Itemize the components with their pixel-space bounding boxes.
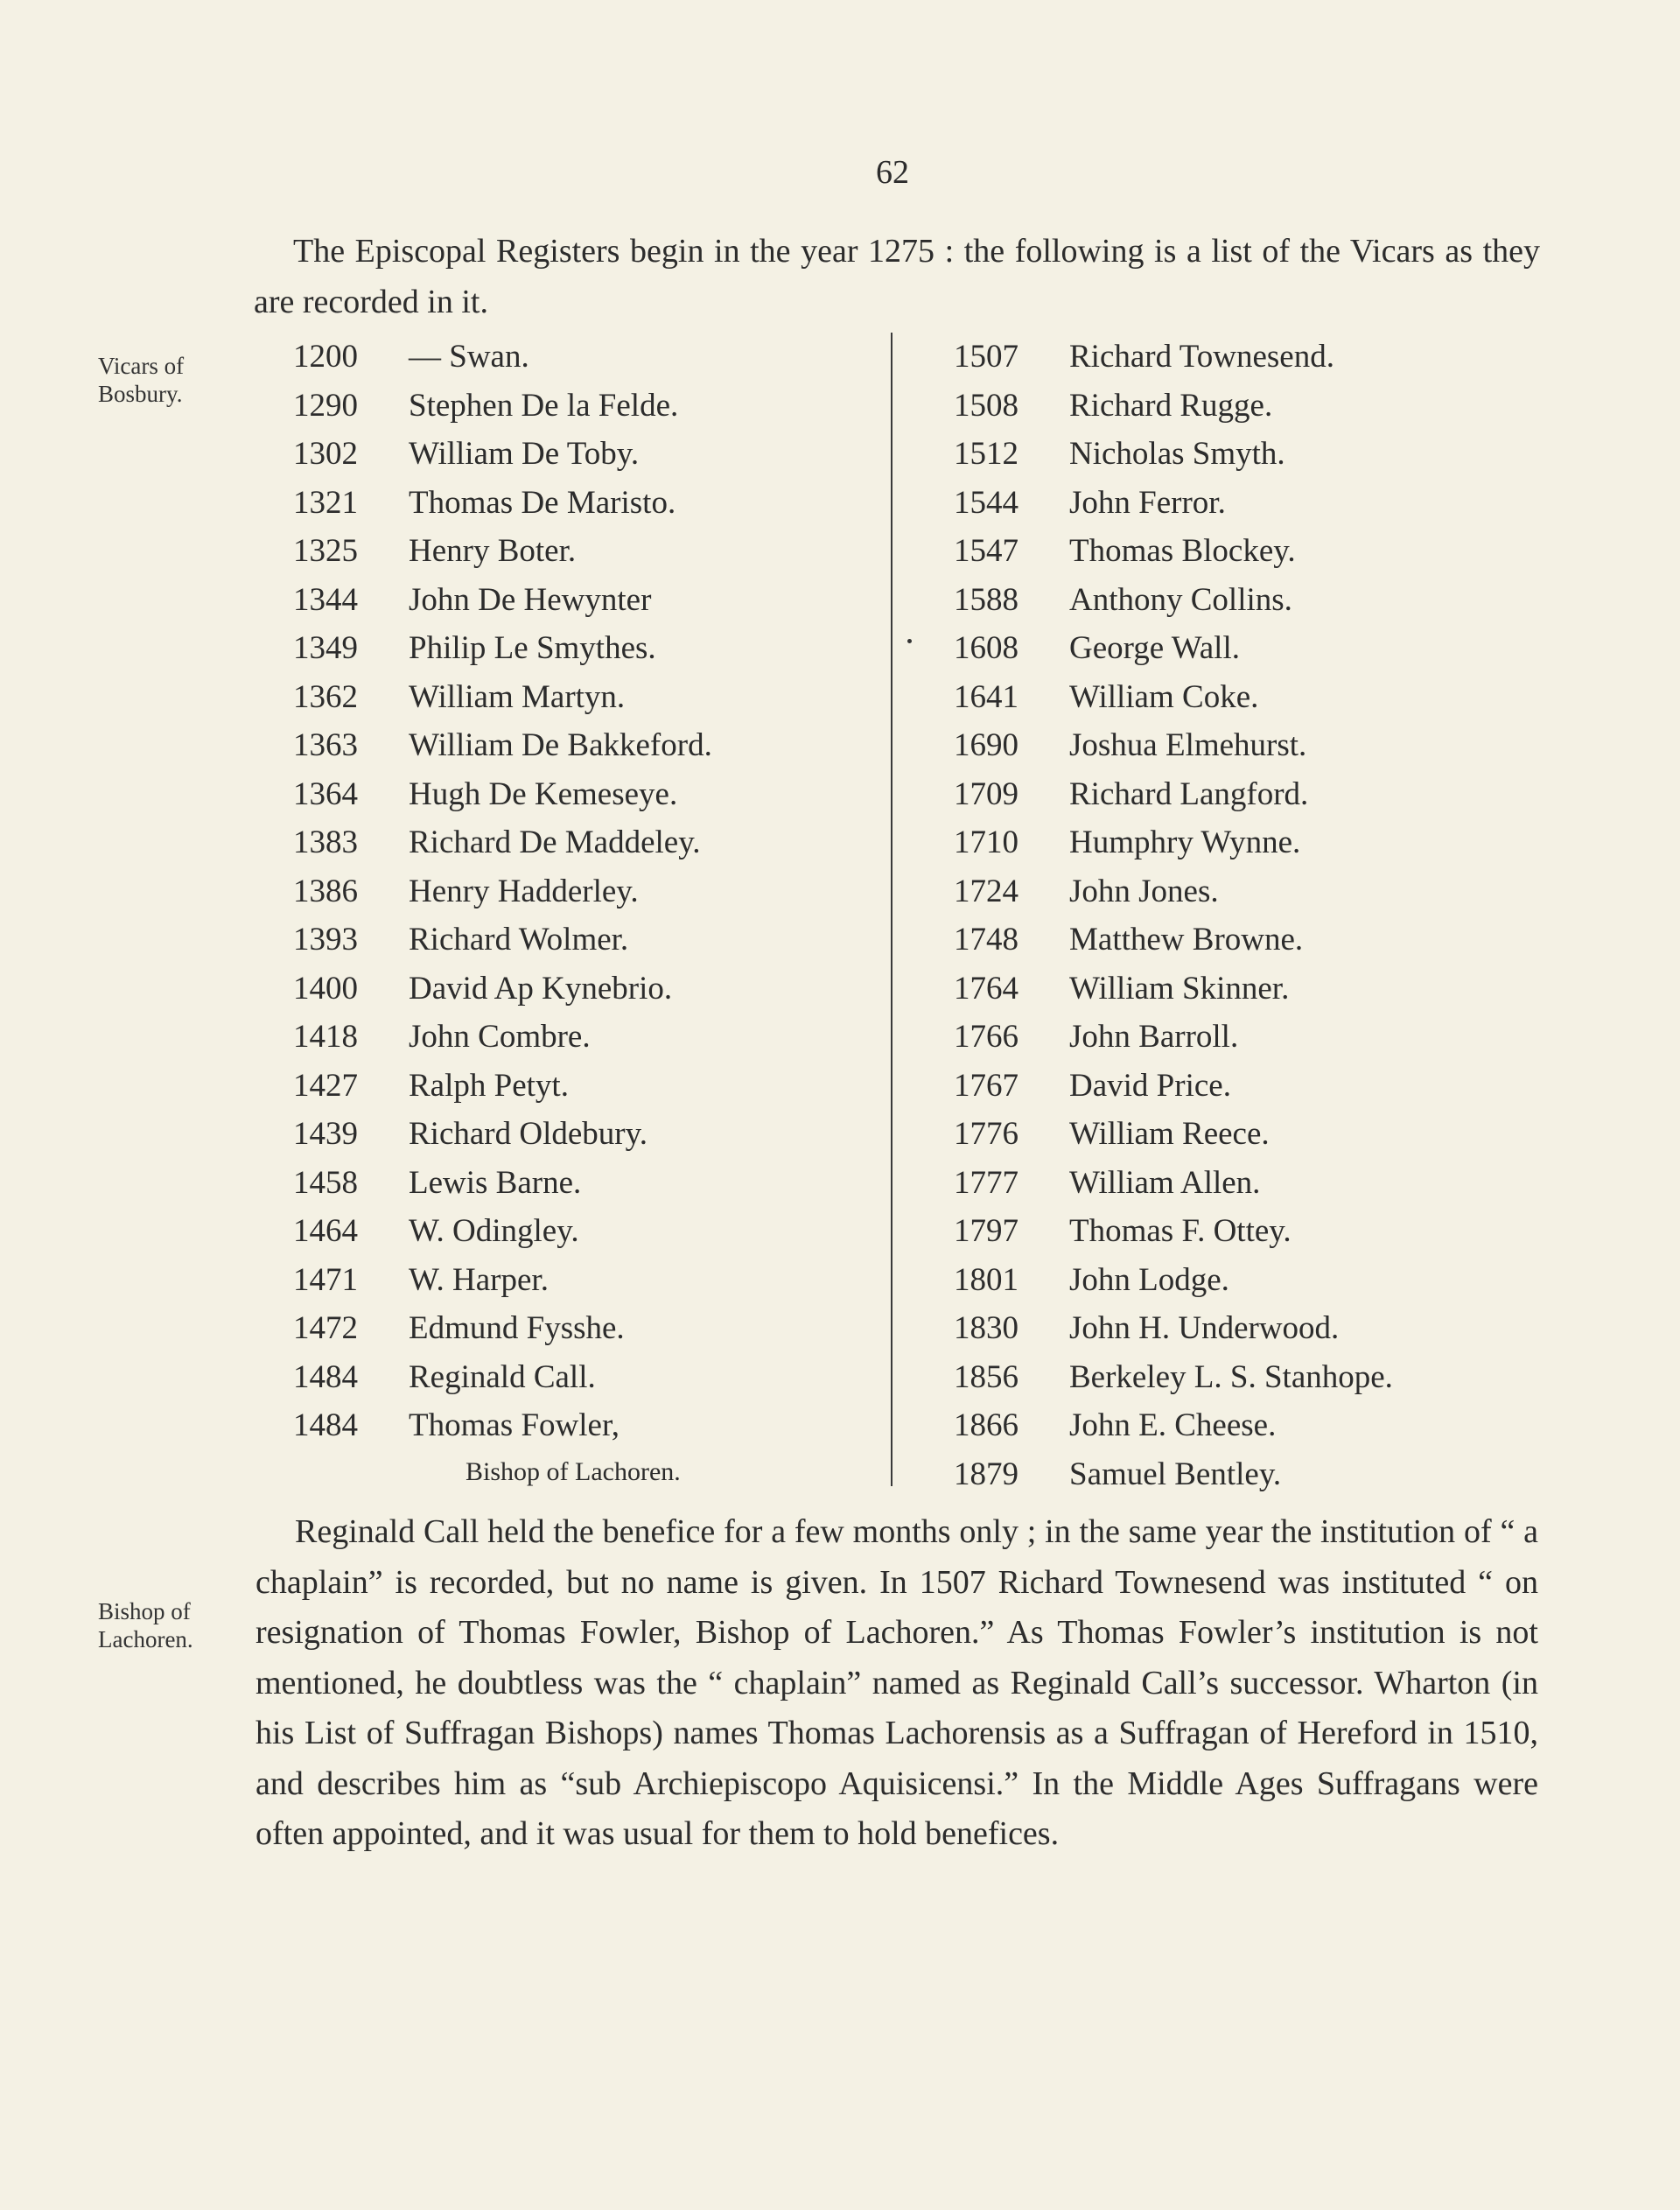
vicar-year: 1508 (954, 387, 1018, 424)
vicar-entry (293, 1304, 888, 1353)
vicar-name: Thomas F. Ottey. (1069, 1213, 1292, 1249)
vicar-entry (293, 1013, 888, 1062)
vicar-year: 1777 (954, 1164, 1018, 1201)
vicar-entry (293, 527, 888, 576)
vicar-year: 1393 (293, 922, 358, 958)
vicar-entry (954, 1207, 1566, 1256)
vicar-year: 1641 (954, 678, 1018, 715)
vicar-name: Richard Rugge. (1069, 387, 1273, 424)
vicar-entry (293, 916, 888, 965)
vicar-year: 1418 (293, 1019, 358, 1055)
vicar-year: 1866 (954, 1407, 1018, 1443)
vicar-year: 1472 (293, 1310, 358, 1346)
vicar-year: 1690 (954, 727, 1018, 763)
vicar-name: Thomas Blockey. (1069, 533, 1296, 569)
vicar-entry (954, 382, 1566, 431)
vicar-entry (293, 1207, 888, 1256)
vicar-name: Henry Boter. (409, 533, 577, 569)
body-text: Reginald Call held the benefice for a few months only ; in the same year the institution of “ a chaplain” is recorded, but no name is given. In 1507 Richard Townesend was instituted “ on resignation of Thomas Fowler, Bishop of Lachoren.” As Thomas Fowler’s institution is not mentioned, he doubtless was the “ chaplain” named as Reginald Call’s successor. Wharton (in his List of Suffragan Bishops) names Thomas Lachorensis as a Suffragan of Hereford in 1510, and describes him as “sub Archiepiscopo Aquisicensi.” In the Middle Ages Suffragans were often appointed, and it was usual for them to hold benefices. (256, 1513, 1538, 1852)
vicar-entry (293, 624, 888, 673)
vicar-entry (293, 1256, 888, 1305)
vicar-entry (293, 673, 888, 722)
vicar-year: 1507 (954, 339, 1018, 375)
intro-text: The Episcopal Registers begin in the year 1275 : the following is a list of the Vicars as they are recorded in it. (254, 233, 1540, 320)
vicar-entry (954, 867, 1566, 916)
vicar-subnote: Bishop of Lachoren. (466, 1456, 681, 1486)
margin-note-bishop (98, 1597, 193, 1653)
vicar-year: 1321 (293, 484, 358, 521)
vicar-entry (954, 527, 1566, 576)
vicar-year: 1724 (954, 873, 1018, 909)
vicar-entry (954, 1304, 1566, 1353)
vicar-name: Reginald Call. (409, 1358, 596, 1395)
vicar-entry (293, 1401, 888, 1450)
vicar-name: John Barroll. (1069, 1019, 1239, 1055)
vicar-entry (954, 576, 1566, 625)
vicar-name: Joshua Elmehurst. (1069, 727, 1307, 763)
vicar-name: Ralph Petyt. (409, 1067, 569, 1104)
vicar-year: 1512 (954, 436, 1018, 472)
vicar-name: John Lodge. (1069, 1261, 1229, 1298)
vicar-name: Samuel Bentley. (1069, 1456, 1282, 1492)
vicar-year: 1856 (954, 1358, 1018, 1395)
vicar-year: 1547 (954, 533, 1018, 569)
vicar-name: Edmund Fysshe. (409, 1310, 625, 1346)
stray-mark (907, 639, 912, 643)
vicar-entry (293, 576, 888, 625)
vicar-entry (954, 1401, 1566, 1450)
vicar-year: 1383 (293, 824, 358, 860)
vicar-year: 1464 (293, 1213, 358, 1249)
vicar-name: Thomas De Maristo. (409, 484, 676, 521)
vicar-year: 1764 (954, 970, 1018, 1007)
vicar-entry (954, 721, 1566, 770)
vicar-year: 1767 (954, 1067, 1018, 1104)
vicar-name: Anthony Collins. (1069, 581, 1292, 618)
vicar-year: 1439 (293, 1116, 358, 1152)
vicar-name: — Swan. (409, 339, 529, 375)
page-number: 62 (876, 154, 909, 191)
vicar-name: David Ap Kynebrio. (409, 970, 673, 1007)
vicar-name: W. Harper. (409, 1261, 549, 1298)
vicar-name: Richard Townesend. (1069, 339, 1334, 375)
vicar-year: 1471 (293, 1261, 358, 1298)
vicar-entry (954, 1256, 1566, 1305)
vicar-entry (954, 673, 1566, 722)
vicar-year: 1458 (293, 1164, 358, 1201)
vicar-entry (293, 1110, 888, 1159)
vicar-year: 1290 (293, 387, 358, 424)
vicar-name: William Skinner. (1069, 970, 1290, 1007)
vicar-year: 1748 (954, 922, 1018, 958)
vicar-entry (293, 1062, 888, 1111)
vicar-entry (293, 721, 888, 770)
vicar-year: 1588 (954, 581, 1018, 618)
vicar-year: 1801 (954, 1261, 1018, 1298)
vicar-name: William Martyn. (409, 678, 626, 715)
vicar-name: Stephen De la Felde. (409, 387, 679, 424)
vicar-year: 1386 (293, 873, 358, 909)
vicar-year: 1362 (293, 678, 358, 715)
column-divider (891, 333, 892, 1486)
vicar-year: 1709 (954, 775, 1018, 812)
vicar-entry (954, 1353, 1566, 1402)
vicar-name: Richard Oldebury. (409, 1116, 648, 1152)
vicar-name: William Reece. (1069, 1116, 1270, 1152)
vicar-year: 1400 (293, 970, 358, 1007)
vicar-name: Thomas Fowler, (409, 1407, 620, 1443)
vicar-name: Henry Hadderley. (409, 873, 639, 909)
vicar-year: 1879 (954, 1456, 1018, 1492)
vicar-entry (954, 818, 1566, 867)
vicar-year: 1776 (954, 1116, 1018, 1152)
vicar-name: William De Toby. (409, 436, 640, 472)
vicar-name: Philip Le Smythes. (409, 630, 656, 666)
vicar-entry (954, 624, 1566, 673)
vicar-entry (293, 430, 888, 479)
vicar-year: 1797 (954, 1213, 1018, 1249)
vicar-year: 1325 (293, 533, 358, 569)
vicar-name: Richard Wolmer. (409, 922, 629, 958)
vicar-name: Nicholas Smyth. (1069, 436, 1285, 472)
vicar-name: George Wall. (1069, 630, 1240, 666)
vicar-name: Matthew Browne. (1069, 922, 1304, 958)
vicar-entry (293, 1353, 888, 1402)
margin-note-line: Lachoren. (98, 1626, 193, 1652)
vicars-list-left (293, 333, 888, 1494)
vicar-entry (954, 1013, 1566, 1062)
margin-note-line: Vicars of (98, 353, 185, 379)
vicars-list-right (954, 333, 1566, 1498)
vicar-year: 1710 (954, 824, 1018, 860)
vicar-year: 1484 (293, 1358, 358, 1395)
vicar-year: 1830 (954, 1310, 1018, 1346)
vicar-name: David Price. (1069, 1067, 1231, 1104)
vicar-entry (293, 770, 888, 819)
vicar-entry (954, 770, 1566, 819)
vicar-entry (293, 333, 888, 382)
vicar-year: 1364 (293, 775, 358, 812)
vicar-name: Hugh De Kemeseye. (409, 775, 678, 812)
vicar-name: Berkeley L. S. Stanhope. (1069, 1358, 1393, 1395)
margin-note-line: Bosbury. (98, 381, 183, 407)
vicar-year: 1427 (293, 1067, 358, 1104)
intro-paragraph (254, 226, 1540, 327)
vicar-year: 1200 (293, 339, 358, 375)
vicar-year: 1302 (293, 436, 358, 472)
vicar-name: John Combre. (409, 1019, 591, 1055)
vicar-year: 1766 (954, 1019, 1018, 1055)
vicar-year: 1344 (293, 581, 358, 618)
body-paragraph (256, 1507, 1538, 1860)
vicar-entry (954, 916, 1566, 965)
vicar-name: John H. Underwood. (1069, 1310, 1340, 1346)
margin-note-vicars (98, 352, 184, 408)
vicar-entry (954, 1062, 1566, 1111)
vicar-entry (293, 479, 888, 528)
vicar-year: 1484 (293, 1407, 358, 1443)
vicar-year: 1363 (293, 727, 358, 763)
vicar-entry (954, 1450, 1566, 1499)
vicar-name: Richard De Maddeley. (409, 824, 701, 860)
vicar-entry (954, 333, 1566, 382)
vicar-year: 1544 (954, 484, 1018, 521)
vicar-name: Lewis Barne. (409, 1164, 582, 1201)
margin-note-line: Bishop of (98, 1598, 191, 1624)
vicar-entry (954, 479, 1566, 528)
vicar-name: John De Hewynter (409, 581, 652, 618)
vicar-entry (293, 867, 888, 916)
vicar-year: 1608 (954, 630, 1018, 666)
vicar-entry (954, 430, 1566, 479)
vicar-name: William Coke. (1069, 678, 1259, 715)
vicar-entry (293, 818, 888, 867)
vicar-entry (954, 1110, 1566, 1159)
vicar-name: John E. Cheese. (1069, 1407, 1277, 1443)
vicar-name: William Allen. (1069, 1164, 1261, 1201)
vicar-name: W. Odingley. (409, 1213, 579, 1249)
vicar-entry (293, 1159, 888, 1208)
vicar-name: Humphry Wynne. (1069, 824, 1301, 860)
vicar-entry (954, 1159, 1566, 1208)
vicar-entry (293, 965, 888, 1014)
vicar-entry (293, 382, 888, 431)
vicar-name: William De Bakkeford. (409, 727, 712, 763)
vicar-name: John Jones. (1069, 873, 1219, 909)
vicar-year: 1349 (293, 630, 358, 666)
vicar-name: John Ferror. (1069, 484, 1226, 521)
vicar-name: Richard Langford. (1069, 775, 1309, 812)
vicar-entry (954, 965, 1566, 1014)
